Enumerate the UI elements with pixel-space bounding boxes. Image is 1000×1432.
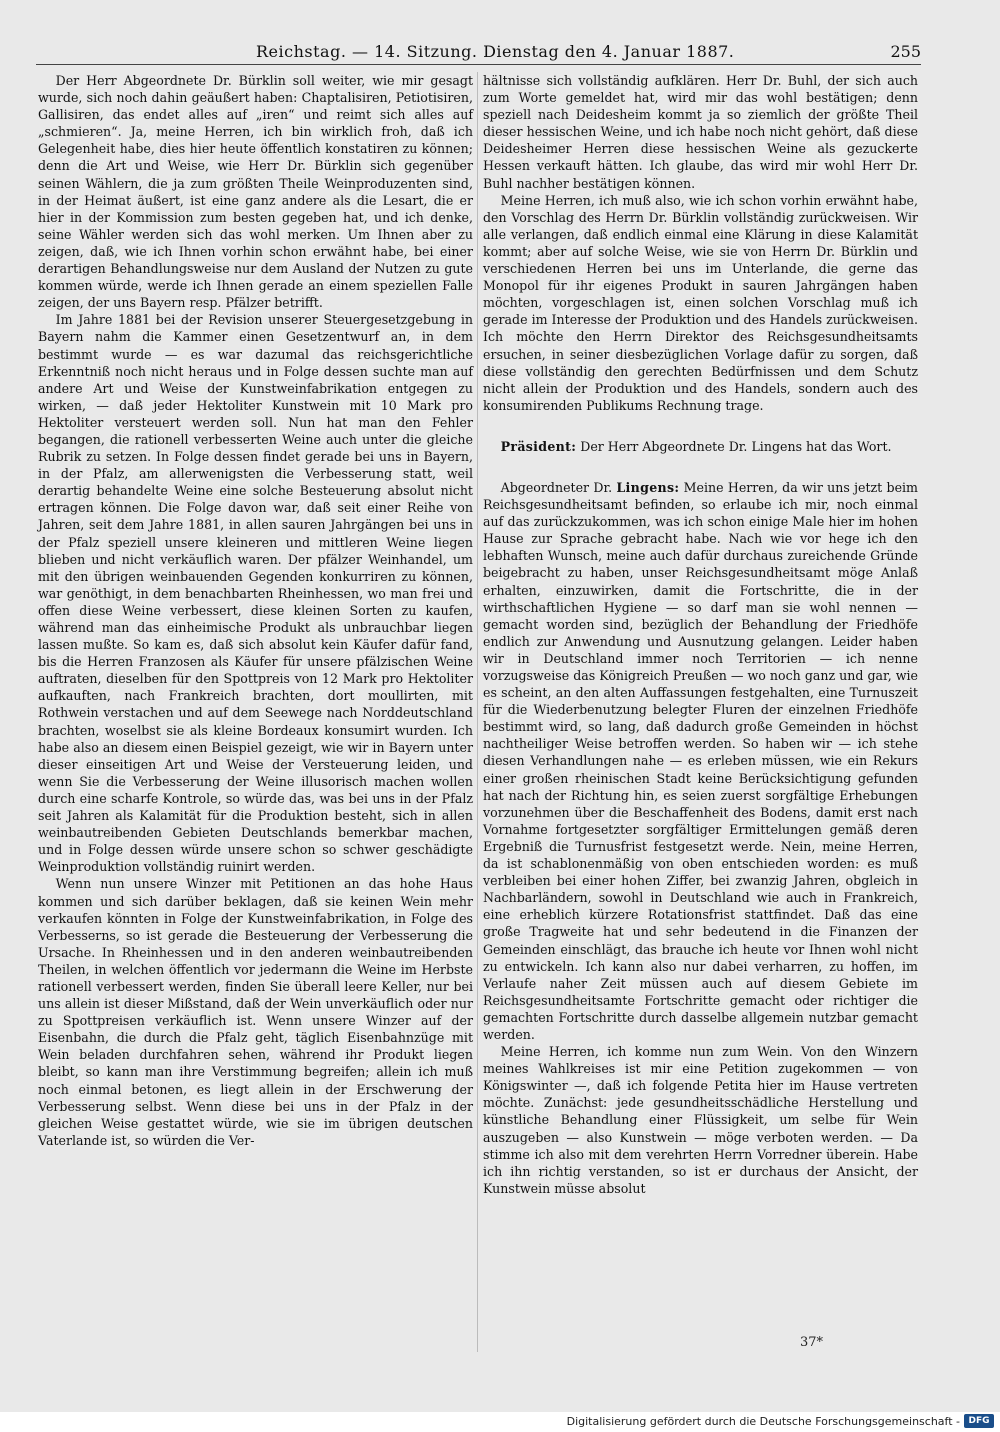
footer-bar xyxy=(0,1412,1000,1432)
paragraph: hältnisse sich vollständig aufklären. Herr Dr. Buhl, der sich auch zum Worte gemeldet hat, wird mir das wohl bestätigen; denn speziell nach Deidesheim kommt ja so ziemlich der größte Theil dieser hessischen Weine, und ich habe noch nicht gehört, daß diese Deidesheimer Herren diese hessischen Weine als gezuckerte Hessen verkauft hätten. Ich glaube, das wird mir wohl Herr Dr. Buhl nachher bestätigen können. xyxy=(483,73,918,191)
dfg-logo: DFG xyxy=(964,1414,994,1428)
left-column xyxy=(38,72,473,1149)
speech-paragraph xyxy=(483,479,918,1043)
speaker-prefix: Abgeordneter Dr. xyxy=(500,479,613,495)
signature-mark: 37* xyxy=(800,1335,824,1350)
speech-text: Meine Herren, da wir uns jetzt beim Reichsgesundheitsamt befinden, so erlaube ich mir, noch einmal auf das zurückzukommen, was ich schon einige Male hier im hohen Hause zur Sprache gebracht habe. Nach wie vor hege ich den lebhaften Wunsch, meine auch dafür durchaus zureichende Gründe beigebracht zu haben, unser Reichsgesundheitsamt möge Anlaß erhalten, einzuwirken, damit die Fortschritte, die in der wirthschaftlichen Hygiene — so darf man sie wohl nennen — gemacht worden sind, bezüglich der Behandlung der Friedhöfe endlich zur Anwendung und Ausnutzung gelangen. Leider haben wir in Deutschland immer noch Territorien — ich nenne vorzugsweise das Königreich Preußen — wo noch ganz und gar, wie es scheint, an den alten Auffassungen festgehalten, eine Turnuszeit für die Wiederbenutzung belegter Fluren der einzelnen Friedhöfe bestimmt wird, so lang, daß dadurch große Gemeinden in höchst nachtheiliger Weise betroffen werden. So haben wir — ich stehe diesen Verhandlungen nahe — es erleben müssen, wie ein Rekurs einer großen rheinischen Stadt keine Berücksichtigung gefunden hat nach der Richtung hin, es seien zuerst sorgfältige Erhebungen vorzunehmen über die Beschaffenheit des Bodens, damit erst nach Vornahme fortgesetzter sorgfältiger Ermittelungen gemäß deren Ergebniß die Turnusfrist festgesetzt werde. Nein, meine Herren, da ist schablonenmäßig von oben entschieden worden: es muß verbleiben bei einer hohen Ziffer, bei zwanzig Jahren, obgleich in Nachbarländern, sowohl in Deutschland wie auch in Frankreich, eine erheblich kürzere Rotationsfrist stattfindet. Daß das eine große Tragweite hat und sehr bedeutend in die Finanzen der Gemeinden einschlägt, das brauche ich heute vor Ihnen wohl nicht zu entwickeln. Ich kann also nur dabei verharren, zu hoffen, im Verlaufe naher Zeit müssen auch auf diesem Gebiete im Reichsgesundheitsamte Fortschritte gemacht oder richtiger die gemachten Fortschritte durch dasselbe allgemein nutzbar gemacht werden. xyxy=(483,479,918,1042)
paragraph: Der Herr Abgeordnete Dr. Bürklin soll weiter, wie mir gesagt wurde, sich noch dahin geäußert haben: Chaptalisiren, Petiotisiren, Gallisiren, das endet alles auf „iren“ und reimt sich alles auf „schmieren“. Ja, meine Herren, ich bin wirklich froh, daß ich Gelegenheit habe, dies hier heute öffentlich konstatiren zu können; denn die Art und Weise, wie Herr Dr. Bürklin sich gegenüber seinen Wählern, die ja zum größten Theile Weinproduzenten sind, in der Heimat äußert, ist eine ganz andere als die Lesart, die er hier in der Kommission zum besten gegeben hat, und ich denke, seine Wähler werden sich das wohl merken. Um Ihnen aber zu zeigen, daß, wie ich Ihnen vorhin schon erwähnt habe, bei einer derartigen Behandlungsweise nur dem Ausland der Nutzen zu gute kommen würde, werde ich Ihnen gerade an einem speziellen Falle zeigen, der uns Bayern resp. Pfälzer betrifft. xyxy=(38,73,473,311)
paragraph: Meine Herren, ich muß also, wie ich schon vorhin erwähnt habe, den Vorschlag des Herrn Dr. Bürklin vollständig zurückweisen. Wir alle verlangen, daß endlich einmal eine Klärung in diese Kalamität kommt; aber auf solche Weise, wie sie von Herrn Dr. Bürklin und verschiedenen Herren bei uns im Unterlande, die gerne das Monopol für ihr eigenes Produkt in sauren Jahrgängen haben möchten, vorgeschlagen ist, einen solchen Vorschlag muß ich gerade im Interesse der Produktion und des Handels zurückweisen. Ich möchte den Herrn Direktor des Reichsgesundheitsamts ersuchen, in seiner diesbezüglichen Vorlage dafür zu sorgen, daß diese vollständig den gerechten Bedürfnissen und dem Schutz nicht allein der Produktion und des Handels, sondern auch des konsumirenden Publikums Rechnung trage. xyxy=(483,192,918,413)
paragraph: Wenn nun unsere Winzer mit Petitionen an das hohe Haus kommen und sich darüber beklagen, daß sie keinen Wein mehr verkaufen könnten in Folge der Kunstweinfabrikation, in Folge des Verbesserns, so ist gerade die Besteuerung der Verbesserung die Ursache. In Rheinhessen und in den anderen weinbautreibenden Theilen, in welchen öffentlich vor jedermann die Weine im Herbste rationell verbessert werden, finden Sie überall leere Keller, nur bei uns allein ist dieser Mißstand, daß der Wein unverkäuflich oder nur zu Spottpreisen verkäuflich ist. Wenn unsere Winzer auf der Eisenbahn, die durch die Pfalz geht, täglich Eisenbahnzüge mit Wein beladen durchfahren sehen, während ihr Produkt liegen bleibt, so kann man ihre Verstimmung begreifen; allein ich muß noch einmal betonen, es liegt allein in der Erschwerung der Verbesserung selbst. Wenn diese bei uns in der Pfalz in der gleichen Weise gestattet würde, wie sie im übrigen deutschen Vaterlande ist, so würden die Ver- xyxy=(38,876,473,1148)
column-divider xyxy=(477,72,478,1352)
president-statement xyxy=(483,438,918,455)
running-title: Reichstag. — 14. Sitzung. Dienstag den 4. Januar 1887. xyxy=(256,42,735,61)
speaker-label-president: Präsident: xyxy=(500,438,577,454)
paragraph: Meine Herren, ich komme nun zum Wein. Von den Winzern meines Wahlkreises ist mir eine Petition zugekommen — von Königswinter —, daß ich folgende Petita hier im Hause vertreten möchte. Zunächst: jede gesundheitsschädliche Herstellung und künstliche Behandlung einer Flüssigkeit, um selbe für Wein auszugeben — also Kunstwein — möge verboten werden. — Da stimme ich also mit dem verehrten Herrn Vorredner überein. Habe ich ihn richtig verstanden, so ist er durchaus der Ansicht, der Kunstwein müsse absolut xyxy=(483,1044,918,1196)
funding-notice: Digitalisierung gefördert durch die Deutsche Forschungsgemeinschaft - xyxy=(566,1415,960,1428)
right-column xyxy=(483,72,918,1197)
page-header xyxy=(36,38,921,65)
page-number: 255 xyxy=(890,42,921,61)
paragraph: Im Jahre 1881 bei der Revision unserer Steuergesetzgebung in Bayern nahm die Kammer einen Gesetzentwurf an, in dem bestimmt wurde — es war dazumal das reichsgerichtliche Erkenntniß noch nicht heraus und in Folge dessen suchte man auf andere Art und Weise der Kunstweinfabrikation entgegen zu wirken, — daß jeder Hektoliter Kunstwein mit 10 Mark pro Hektoliter versteuert werden soll. Nun hat man den Fehler begangen, die rationell verbesserten Weine auch unter die gleiche Rubrik zu setzen. In Folge dessen findet gerade bei uns in Bayern, in der Pfalz, am allerwenigsten die Verbesserung statt, weil derartig behandelte Weine eine solche Besteuerung absolut nicht ertragen können. Die Folge davon war, daß seit einer Reihe von Jahren, seit dem Jahre 1881, in allen sauren Jahrgängen bei uns in der Pfalz speziell unsere kleineren und mittleren Weine liegen blieben und nicht verkäuflich waren. Der pfälzer Weinhandel, um mit den übrigen weinbauenden Gegenden konkurriren zu können, war genöthigt, in dem benachbarten Rheinhessen, wo man frei und offen diese Weine verbessert, diese kleinen Sorten zu kaufen, während man das einheimische Produkt als unbrauchbar liegen lassen mußte. So kam es, daß sich absolut kein Käufer dafür fand, bis die Herren Franzosen als Käufer für unsere pfälzischen Weine auftraten, dieselben für den Spottpreis von 12 Mark pro Hektoliter aufkauften, nach Frankreich brachten, dort moullirten, mit Rothwein verstachen und auf dem Seewege nach Norddeutschland brachten, woselbst sie als kleine Bordeaux konsumirt wurden. Ich habe also an diesem einen Beispiel gezeigt, wie wir in Bayern unter dieser einseitigen Art und Weise der Versteuerung leiden, und wenn Sie die Verbesserung der Weine illusorisch machen wollen durch eine scharfe Kontrole, so würde das, was bei uns in der Pfalz seit Jahren als Kalamität für die Produktion besteht, sich in allen weinbautreibenden Gebieten Deutschlands bemerkbar machen, und in Folge dessen würde unsere schon so schwer geschädigte Weinproduktion vollständig ruinirt werden. xyxy=(38,312,473,875)
president-text: Der Herr Abgeordnete Dr. Lingens hat das Wort. xyxy=(580,438,892,454)
speaker-name: Lingens: xyxy=(616,479,680,495)
